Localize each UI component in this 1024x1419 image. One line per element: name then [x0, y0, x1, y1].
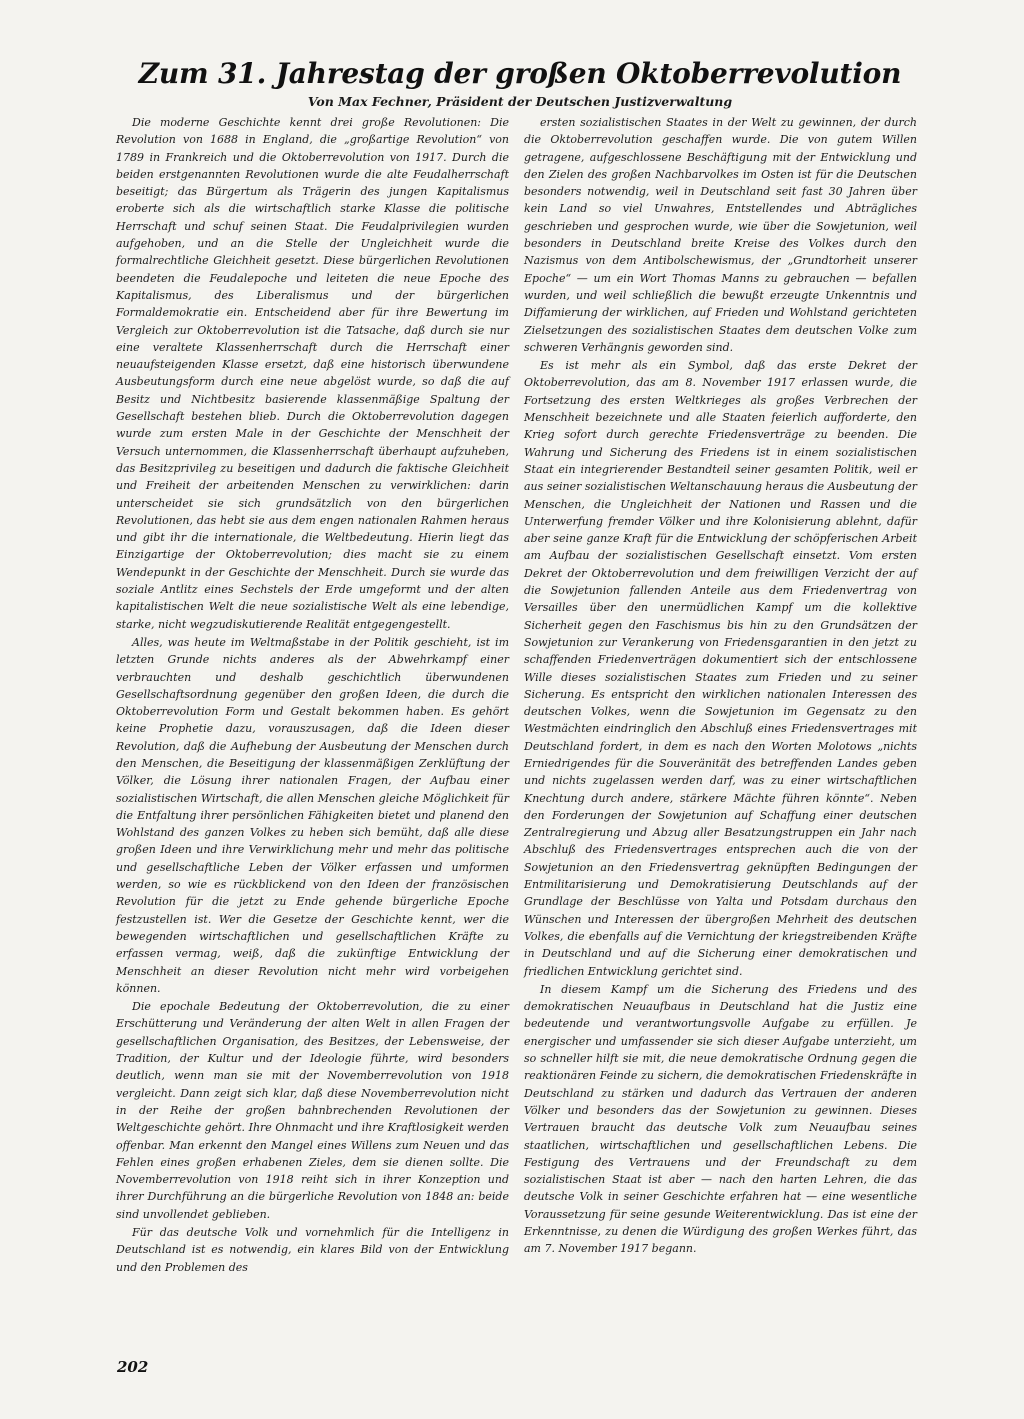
paragraph-right-1: ersten sozialistischen Staates in der Welt zu gewinnen, der durch die Oktoberrevolution geschaffen wurde. Die von gutem Willen getragene, aufgeschlossene Beschäftigung mit der Entwicklung und den Zielen des großen Nachbarvolkes im Osten ist für die Deutschen besonders notwendig, weil in Deutschland seit fast 30 Jahren über kein Land so viel Unwahres, Entstellendes und Abträgliches geschrieben und gesprochen wurde, wie über die Sowjetunion, weil besonders in Deutschland breite Kreise des Volkes durch den Nazismus von dem Antibolschewismus, der „Grundtorheit unserer Epoche“ — um ein Wort Thomas Manns zu gebrauchen — befallen wurden, und weil schließlich die bewußt erzeugte Unkenntnis und Diffamierung der wirklichen, auf Frieden und Wohlstand gerichteten Zielsetzungen des sozialistischen Staates dem deutschen Volke zum schweren Verhängnis geworden sind.: [524, 116, 917, 354]
article-column-left: [116, 114, 509, 1276]
paragraph-left-4: Für das deutsche Volk und vornehmlich für die Intelligenz in Deutschland ist es notwendig, ein klares Bild von der Entwicklung und den Problemen des: [116, 1226, 509, 1274]
article-byline: Von Max Fechner, Präsident der Deutschen Justizverwaltung: [307, 94, 733, 109]
paragraph-left-2: Alles, was heute im Weltmaßstabe in der Politik geschieht, ist im letzten Grunde nichts anderes als der Abwehrkampf einer verbrauchten und deshalb geschichtlich überwundenen Gesellschaftsordnung gegenüber den großen Ideen, die durch die Oktoberrevolution Form und Gestalt bekommen haben. Es gehört keine Prophetie dazu, vorauszusagen, daß die Ideen dieser Revolution, daß die Aufhebung der Ausbeutung der Menschen durch den Menschen, die Beseitigung der klassenmäßigen Zerklüftung der Völker, die Lösung ihrer nationalen Fragen, der Aufbau einer sozialistischen Wirtschaft, die allen Menschen gleiche Möglichkeit für die Entfaltung ihrer persönlichen Fähigkeiten bietet und planend den Wohlstand des ganzen Volkes zu heben sich bemüht, daß alle diese großen Ideen und ihre Verwirklichung mehr und mehr das politische und gesellschaftliche Leben der Völker erfassen und umformen werden, so wie es rückblickend von den Ideen der französischen Revolution für die jetzt zu Ende gehende bürgerliche Epoche festzustellen ist. Wer die Gesetze der Geschichte kennt, wer die bewegenden wirtschaftlichen und gesellschaftlichen Kräfte zu erfassen vermag, weiß, daß die zukünftige Entwicklung der Menschheit an dieser Revolution nicht mehr wird vorbeigehen können.: [116, 635, 509, 995]
paragraph-right-2: Es ist mehr als ein Symbol, daß das erste Dekret der Oktoberrevolution, das am 8. November 1917 erlassen wurde, die Fortsetzung des ersten Weltkrieges als großes Verbrechen der Menschheit bezeichnete und alle Staaten feierlich aufforderte, den Krieg sofort durch gerechte Friedensverträge zu beenden. Die Wahrung und Sicherung des Friedens ist in einem sozialistischen Staat ein integrierender Bestandteil seiner gesamten Politik, weil er aus seiner sozialistischen Weltanschauung heraus die Ausbeutung der Menschen, die Ungleichheit der Nationen und Rassen und die Unterwerfung fremder Völker und ihre Kolonisierung ablehnt, dafür aber seine ganze Kraft für die Entwicklung der schöpferischen Arbeit am Aufbau der sozialistischen Gesellschaft einsetzt. Vom ersten Dekret der Oktoberrevolution und dem freiwilligen Verzicht der auf die Sowjetunion fallenden Anteile aus dem Friedenvertrag von Versailles über den unermüdlichen Kampf um die kollektive Sicherheit gegen den Faschismus bis hin zu den Grundsätzen der Sowjetunion zur Verankerung von Friedensgarantien in den jetzt zu schaffenden Friedenverträgen dokumentiert sich der entschlossene Wille dieses sozialistischen Staates zum Frieden und zu seiner Sicherung. Es entspricht den wirklichen nationalen Interessen des deutschen Volkes, wenn die Sowjetunion im Gegensatz zu den Westmächten eindringlich den Abschluß eines Friedensvertrages mit Deutschland fordert, in dem es nach den Worten Molotows „nichts Erniedrigendes für die Souveränität des betreffenden Landes geben und nichts zugelassen werden darf, was zu einer wirtschaftlichen Knechtung durch andere, stärkere Mächte führen könnte“. Neben den Forderungen der Sowjetunion auf Schaffung einer deutschen Zentralregierung und Abzug aller Besatzungstruppen ein Jahr nach Abschluß des Friedensvertrages entsprechen auch die von der Sowjetunion an den Friedensvertrag geknüpften Bedingungen der Entmilitarisierung und Demokratisierung Deutschlands auf der Grundlage der Beschlüsse von Yalta und Potsdam durchaus den Wünschen und Interessen der übergroßen Mehrheit des deutschen Volkes, die ebenfalls auf die Vernichtung der kriegstreibenden Kräfte in Deutschland und auf die Sicherung einer demokratischen und friedlichen Entwicklung gerichtet sind.: [524, 359, 917, 978]
article-column-right: [524, 114, 917, 1258]
paragraph-left-1: Die moderne Geschichte kennt drei große Revolutionen: Die Revolution von 1688 in England, die „großartige Revolution“ von 1789 in Frankreich und die Oktoberrevolution von 1917. Durch die beiden erstgenannten Revolutionen wurde die alte Feudalherrschaft beseitigt; das Bürgertum als Trägerin des jungen Kapitalismus eroberte sich als die wirtschaftlich starke Klasse die politische Herrschaft und schuf seinen Staat. Die Feudalprivilegien wurden aufgehoben, und an die Stelle der Ungleichheit wurde die formalrechtliche Gleichheit gesetzt. Diese bürgerlichen Revolutionen beendeten die Feudalepoche und leiteten die neue Epoche des Kapitalismus, des Liberalismus und der bürgerlichen Formaldemokratie ein. Entscheidend aber für ihre Bewertung im Vergleich zur Oktoberrevolution ist die Tatsache, daß durch sie nur eine veraltete Klassenherrschaft durch die Herrschaft einer neuaufsteigenden Klasse ersetzt, daß eine historisch überwundene Ausbeutungsform durch eine neue abgelöst wurde, so daß die auf Besitz und Nichtbesitz basierende klassenmäßige Spaltung der Gesellschaft bestehen blieb. Durch die Oktoberrevolution dagegen wurde zum ersten Male in der Geschichte der Menschheit der Versuch unternommen, die Klassenherrschaft überhaupt aufzuheben, das Besitzprivileg zu beseitigen und dadurch die faktische Gleichheit und Freiheit der arbeitenden Menschen zu verwirklichen: darin unterscheidet sie sich grundsätzlich von den bürgerlichen Revolutionen, das hebt sie aus dem engen nationalen Rahmen heraus und gibt ihr die internationale, die Weltbedeutung. Hierin liegt das Einzigartige der Oktoberrevolution; dies macht sie zu einem Wendepunkt in der Geschichte der Menschheit. Durch sie wurde das soziale Antlitz eines Sechstels der Erde umgeformt und der alten kapitalistischen Welt die neue sozialistische Welt als eine lebendige, starke, nicht wegzudiskutierende Realität entgegengestellt.: [116, 116, 509, 631]
paragraph-right-3: In diesem Kampf um die Sicherung des Friedens und des demokratischen Neuaufbaus in Deutschland hat die Justiz eine bedeutende und verantwortungsvolle Aufgabe zu erfüllen. Je energischer und umfassender sie sich dieser Aufgabe unterzieht, um so schneller hilft sie mit, die neue demokratische Ordnung gegen die reaktionären Feinde zu sichern, die demokratischen Friedenskräfte in Deutschland zu stärken und dadurch das Vertrauen der anderen Völker und besonders das der Sowjetunion zu gewinnen. Dieses Vertrauen braucht das deutsche Volk zum Neuaufbau seines staatlichen, wirtschaftlichen und gesellschaftlichen Lebens. Die Festigung des Vertrauens und der Freundschaft zu dem sozialistischen Staat ist aber — nach den harten Lehren, die das deutsche Volk in seiner Geschichte erfahren hat — eine wesentliche Voraussetzung für seine gesunde Weiterentwicklung. Das ist eine der Erkenntnisse, zu denen die Würdigung des großen Werkes führt, das am 7. November 1917 begann.: [524, 982, 917, 1256]
page-number: 202: [117, 1358, 149, 1376]
paragraph-left-3: Die epochale Bedeutung der Oktoberrevolution, die zu einer Erschütterung und Veränderung der alten Welt in allen Fragen der gesellschaftlichen Organisation, des Besitzes, der Lebensweise, der Tradition, der Kultur und der Ideologie führte, wird besonders deutlich, wenn man sie mit der Novemberrevolution von 1918 vergleicht. Dann zeigt sich klar, daß diese Novemberrevolution nicht in der Reihe der großen bahnbrechenden Revolutionen der Weltgeschichte gehört. Ihre Ohnmacht und ihre Kraftlosigkeit werden offenbar. Man erkennt den Mangel eines Willens zum Neuen und das Fehlen eines großen erhabenen Zieles, dem sie dienen sollte. Die Novemberrevolution von 1918 reiht sich in ihrer Konzeption und ihrer Durchführung an die bürgerliche Revolution von 1848 an: beide sind unvollendet geblieben.: [116, 1000, 509, 1221]
article-title: Zum 31. Jahrestag der großen Oktoberrevolution: [138, 57, 902, 90]
